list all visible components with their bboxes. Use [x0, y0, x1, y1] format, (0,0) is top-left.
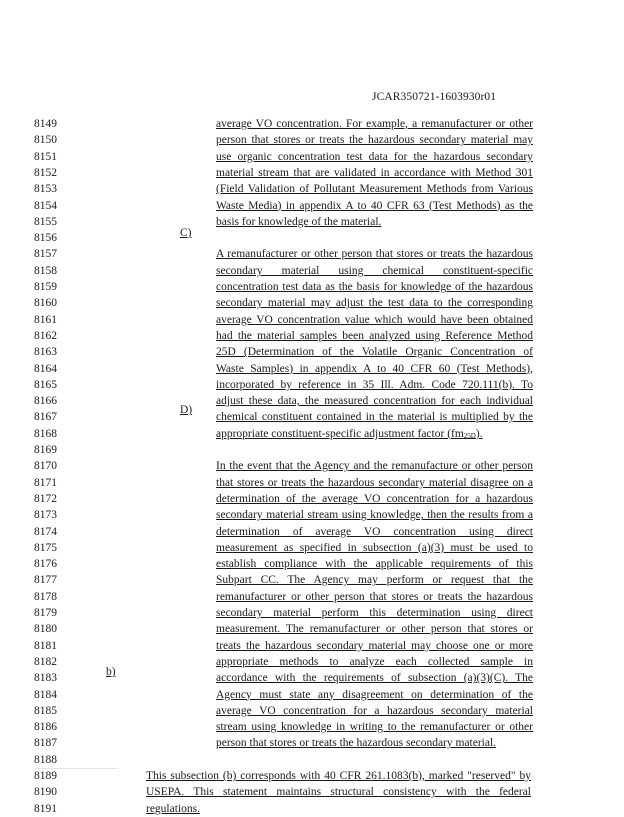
text-line: measurement. The remanufacturer or other person that stores or — [216, 623, 533, 636]
line-number: 8166 — [34, 395, 57, 408]
text-line: chemical constituent contained in the material is multiplied by the — [216, 411, 533, 424]
text-line: material stream that are validated in accordance with Method 301 — [216, 166, 533, 179]
text-line: This subsection (b) corresponds with 40 CFR 261.1083(b), marked "reserved" by — [146, 770, 531, 782]
text-line: In the event that the Agency and the remanufacture or other person — [216, 460, 533, 473]
text-line: secondary material perform this determination using direct — [216, 607, 533, 619]
line-number: 8155 — [34, 215, 57, 228]
text-line: 25D (Determination of the Volatile Organic Concentration of — [216, 346, 533, 359]
text-line: USEPA. This statement maintains structural consistency with the federal — [146, 786, 531, 799]
text-line: concentration test data as the basis for knowledge of the hazardous — [216, 281, 533, 293]
text-line: that stores or treats the hazardous secondary material disagree on a — [216, 476, 533, 489]
line-number: 8167 — [34, 411, 57, 424]
text-line: determination of average VO concentration using direct — [216, 525, 533, 538]
line-number: 8173 — [34, 509, 57, 522]
line-number: 8152 — [34, 166, 57, 179]
line-number: 8161 — [34, 313, 57, 326]
line-number: 8150 — [34, 134, 57, 147]
document-id-header: JCAR350721-1603930r01 — [372, 91, 497, 103]
text-line: stream using knowledge in writing to the remanufacturer or other — [216, 721, 533, 734]
line-number: 8186 — [34, 721, 57, 734]
text-line: Waste Samples) in appendix A to 40 CFR 60 (Test Methods), — [216, 362, 533, 375]
text-line: basis for knowledge of the material. — [216, 215, 382, 228]
line-number: 8180 — [34, 623, 57, 636]
line-number: 8157 — [34, 248, 57, 261]
text-line: adjust these data, the measured concentration for each individual — [216, 395, 533, 408]
text-line: appropriate constituent-specific adjustment factor $(fm_{25D})$. — [216, 427, 483, 440]
subsection-marker-c: C) — [180, 227, 192, 239]
text-line: Subpart CC. The Agency may perform or request that the — [216, 574, 533, 587]
subscript-25d: 25D — [463, 431, 476, 440]
line-number: 8190 — [34, 786, 57, 799]
line-number: 8165 — [34, 378, 57, 391]
line-number: 8172 — [34, 492, 57, 505]
line-number: 8191 — [34, 802, 57, 815]
line-number: 8158 — [34, 264, 57, 277]
footer-rule — [34, 768, 118, 769]
line-number: 8171 — [34, 476, 57, 489]
text-line: Waste Media) in appendix A to 40 CFR 63 (Test Methods) as the — [216, 199, 533, 212]
line-number: 8175 — [34, 541, 57, 554]
line-number: 8168 — [34, 427, 57, 440]
text-line: remanufacturer or other person that stores or treats the hazardous — [216, 590, 533, 603]
text-line: Agency must state any disagreement on determination of the — [216, 688, 533, 701]
line-number: 8149 — [34, 118, 57, 130]
text-line: regulations. — [146, 802, 200, 815]
text-line: measurement as specified in subsection (a)(3) must be used to — [216, 541, 533, 554]
line-number: 8169 — [34, 444, 57, 456]
line-number: 8177 — [34, 574, 57, 587]
text-line: treats the hazardous secondary material may choose one or more — [216, 639, 533, 652]
line-number: 8162 — [34, 329, 57, 342]
text-line: appropriate methods to analyze each collected sample in — [216, 655, 533, 668]
text-line: (Field Validation of Pollutant Measurement Methods from Various — [216, 183, 533, 196]
line-number: 8183 — [34, 672, 57, 685]
line-number: 8179 — [34, 607, 57, 619]
line-number: 8163 — [34, 346, 57, 359]
line-number: 8154 — [34, 199, 57, 212]
line-number: 8151 — [34, 150, 57, 163]
text-line: secondary material stream using knowledge, then the results from a — [216, 509, 533, 522]
text-line: accordance with the requirements of subsection (a)(3)(C). The — [216, 672, 533, 685]
text-line: person that stores or treats the hazardous secondary material. — [216, 737, 497, 750]
line-number: 8156 — [34, 232, 57, 245]
line-number: 8164 — [34, 362, 57, 375]
line-number: 8188 — [34, 753, 57, 766]
text-line: A remanufacturer or other person that stores or treats the hazardous — [216, 248, 533, 261]
line-number: 8178 — [34, 590, 57, 603]
text-line: average VO concentration value which would have been obtained — [216, 313, 533, 326]
line-number: 8189 — [34, 770, 57, 782]
text-line: average VO concentration. For example, a remanufacturer or other — [216, 118, 533, 130]
line-number: 8153 — [34, 183, 57, 196]
line-number: 8187 — [34, 737, 57, 750]
line-number: 8170 — [34, 460, 57, 473]
line-number: 8181 — [34, 639, 57, 652]
text-line: secondary material using chemical constituent-specific — [216, 264, 533, 277]
text-line: had the material samples been analyzed using Reference Method — [216, 329, 533, 342]
line-number: 8184 — [34, 688, 57, 701]
line-number: 8159 — [34, 281, 57, 293]
text-line: determination of the average VO concentration for a hazardous — [216, 492, 533, 505]
text-line: incorporated by reference in 35 Ill. Adm. Code 720.111(b). To — [216, 378, 533, 391]
line-number: 8182 — [34, 655, 57, 668]
line-number: 8185 — [34, 704, 57, 717]
text-line: establish compliance with the applicable requirements of this — [216, 558, 533, 571]
line-number: 8174 — [34, 525, 57, 538]
text-line: average VO concentration for a hazardous secondary material — [216, 704, 533, 717]
line-number: 8160 — [34, 297, 57, 310]
text-line: use organic concentration test data for the hazardous secondary — [216, 150, 533, 163]
closing-punctuation: ). — [475, 427, 483, 440]
text-line: secondary material may adjust the test data to the corresponding — [216, 297, 533, 310]
line-number: 8176 — [34, 558, 57, 571]
subsection-marker-b: b) — [106, 666, 116, 678]
text-line: person that stores or treats the hazardous secondary material may — [216, 134, 533, 147]
subsection-marker-d: D) — [180, 404, 193, 416]
